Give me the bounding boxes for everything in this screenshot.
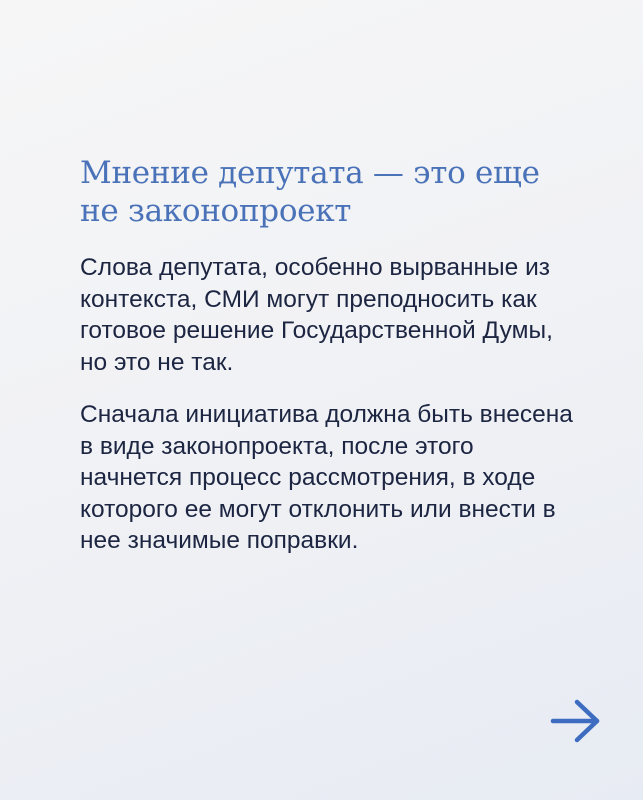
paragraph-1: Слова депутата, особенно вырванные из контекста, СМИ могут преподносить как готовое решение Государственной Думы, но это не так. <box>80 254 553 376</box>
slide-heading: Мнение депутата — это еще не законопроект <box>80 155 540 229</box>
paragraph-2: Сначала инициатива должна быть внесена в виде законопроекта, после этого начнется процесс рассмотрения, в ходе которого ее могут отклонить или внести в нее значимые поправки. <box>80 401 573 554</box>
next-slide-button[interactable] <box>549 696 603 746</box>
arrow-right-icon <box>549 696 603 746</box>
